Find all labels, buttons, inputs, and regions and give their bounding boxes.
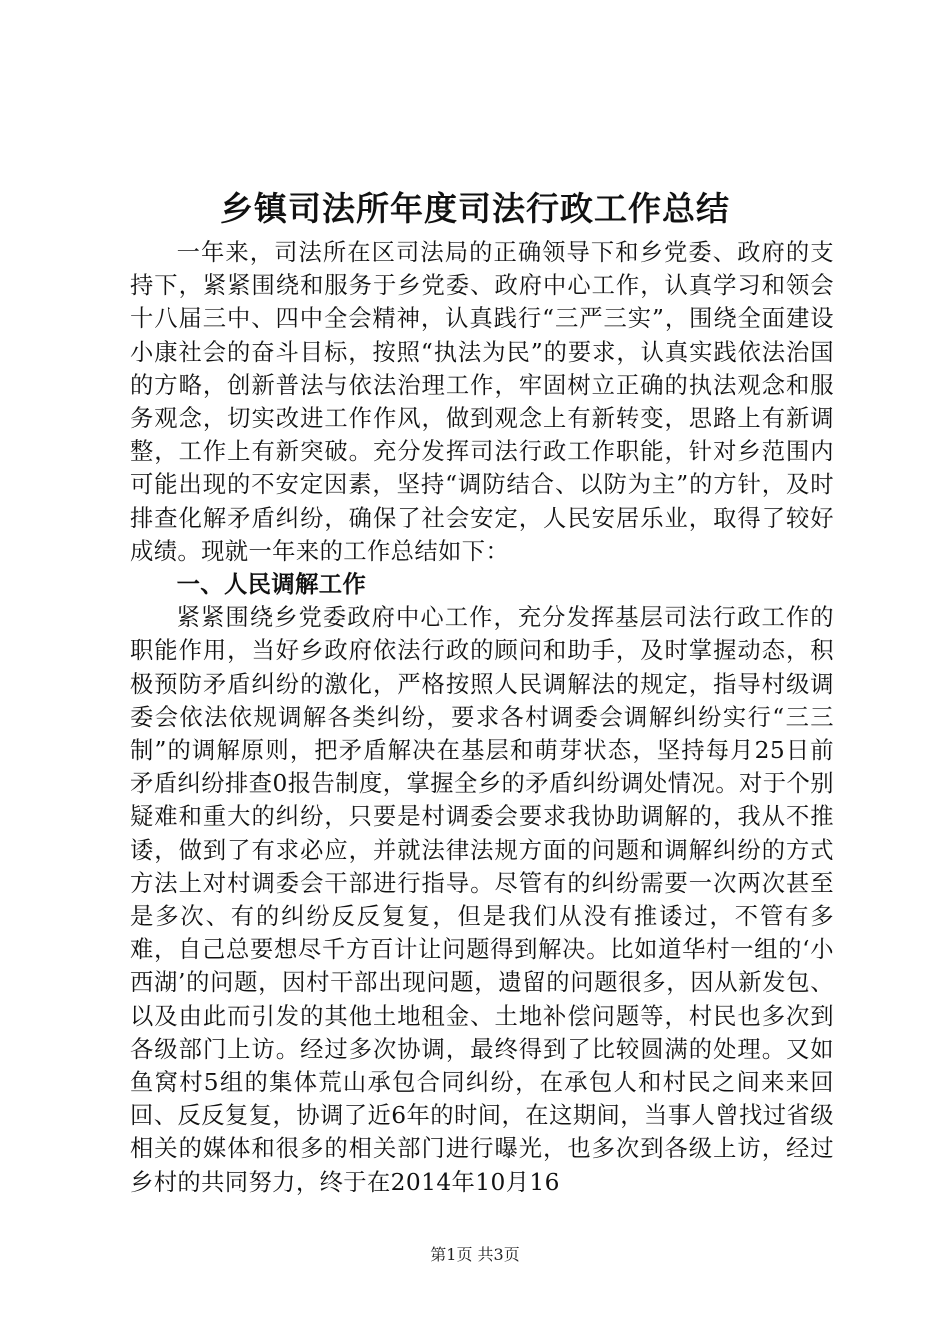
section-paragraph-mediation: 紧紧围绕乡党委政府中心工作，充分发挥基层司法行政工作的职能作用，当好乡政府依法行政的顾问和助手，及时掌握动态，积极预防矛盾纠纷的激化，严格按照人民调解法的规定，指导村级调委会依法依规调解各类纠纷，要求各村调委会调解纠纷实行“三三制”的调解原则，把矛盾解决在基层和萌芽状态，坚持每月25日前矛盾纠纷排查0报告制度，掌握全乡的矛盾纠纷调处情况。对于个别疑难和重大的纠纷，只要是村调委会要求我协助调解的，我从不推诿，做到了有求必应，并就法律法规方面的问题和调解纠纷的方式方法上对村调委会干部进行指导。尽管有的纠纷需要一次两次甚至是多次、有的纠纷反反复复，但是我们从没有推诿过，不管有多难，自己总要想尽千方百计让问题得到解决。比如道华村一组的‘小西湖’的问题，因村干部出现问题，遗留的问题很多，因从新发包、以及由此而引发的其他土地租金、土地补偿问题等，村民也多次到各级部门上访。经过多次协调，最终得到了比较圆满的处理。又如鱼窝村5组的集体荒山承包合同纠纷，在承包人和村民之间来来回回、反反复复，协调了近6年的时间，在这期间，当事人曾找过省级相关的媒体和很多的相关部门进行曝光，也多次到各级上访，经过乡村的共同努力，终于在2014年10月16 <box>130 604 834 1196</box>
document-title: 乡镇司法所年度司法行政工作总结 <box>220 189 730 228</box>
intro-paragraph: 一年来，司法所在区司法局的正确领导下和乡党委、政府的支持下，紧紧围绕和服务于乡党委、政府中心工作，认真学习和领会十八届三中、四中全会精神，认真践行“三严三实”，围绕全面建设小康社会的奋斗目标，按照“执法为民”的要求，认真实践依法治国的方略，创新普法与依法治理工作，牢固树立正确的执法观念和服务观念，切实改进工作作风，做到观念上有新转变，思路上有新调整，工作上有新突破。充分发挥司法行政工作职能，针对乡范围内可能出现的不安定因素，坚持“调防结合、以防为主”的方针，及时排查化解矛盾纠纷，确保了社会安定，人民安居乐业，取得了较好成绩。现就一年来的工作总结如下： <box>130 239 834 565</box>
section-heading-mediation: 一、人民调解工作 <box>176 571 367 599</box>
page-footer: 第1页 共3页 <box>430 1245 520 1264</box>
document-body <box>130 236 834 1199</box>
